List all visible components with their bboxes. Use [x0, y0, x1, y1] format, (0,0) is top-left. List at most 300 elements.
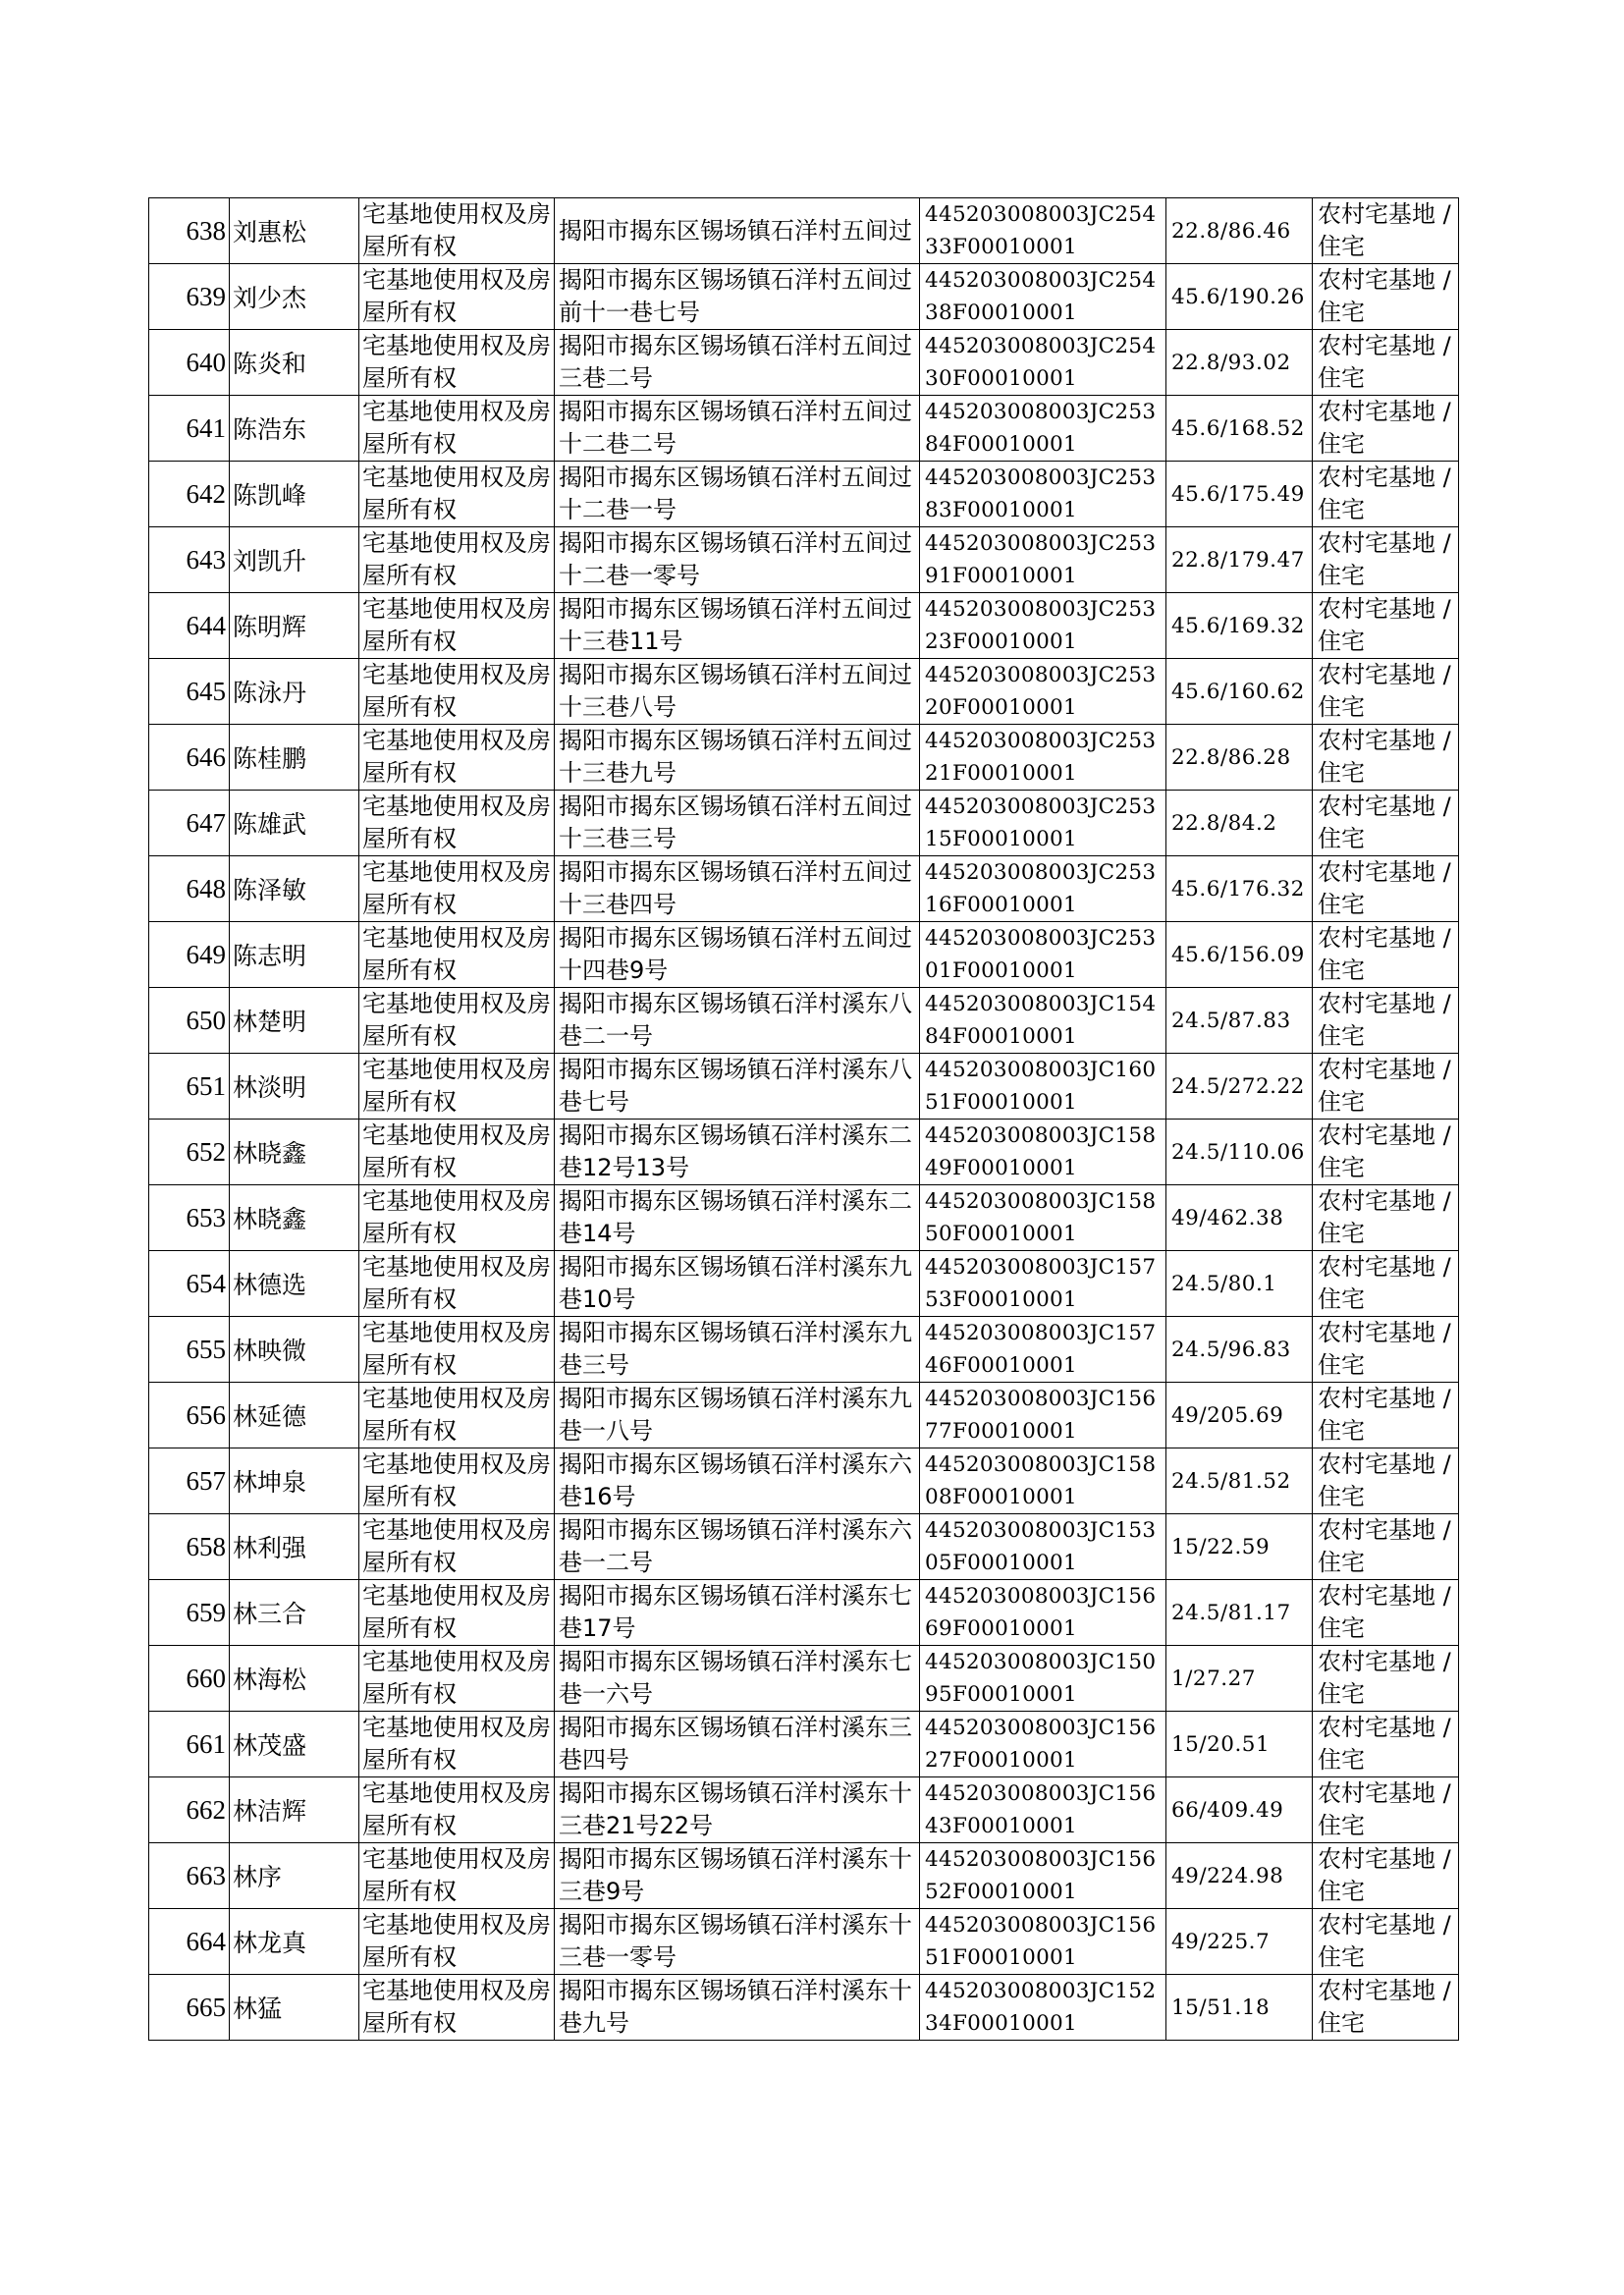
address-text: 揭阳市揭东区锡场镇石洋村溪东十三巷一零号 — [559, 1911, 912, 1971]
unit-code-text: 445203008003JC15677F00010001 — [925, 1387, 1157, 1444]
right-type-text: 宅基地使用权及房屋所有权 — [362, 1648, 551, 1708]
right-type-text: 宅基地使用权及房屋所有权 — [362, 1977, 551, 2037]
unit-code-text: 445203008003JC25438F00010001 — [925, 268, 1157, 325]
right-type-text: 宅基地使用权及房屋所有权 — [362, 266, 551, 326]
area-text: 49/224.98 — [1171, 1863, 1284, 1888]
address-text: 揭阳市揭东区锡场镇石洋村五间过十二巷二号 — [559, 398, 912, 458]
owner-name-cell — [230, 1712, 359, 1777]
area-text: 49/205.69 — [1171, 1402, 1284, 1428]
row-number-cell — [149, 1646, 230, 1712]
land-use-cell — [1313, 1909, 1459, 1975]
right-type-text: 宅基地使用权及房屋所有权 — [362, 464, 551, 523]
property-registry-table — [148, 197, 1459, 2041]
area-text: 22.8/86.46 — [1171, 218, 1291, 244]
owner-name-text: 林楚明 — [233, 1008, 307, 1036]
owner-name-text: 林晓鑫 — [233, 1205, 307, 1233]
owner-name-text: 陈凯峰 — [233, 481, 307, 510]
area-cell — [1166, 462, 1313, 527]
table-row — [149, 791, 1459, 856]
owner-name-text: 林猛 — [233, 1994, 283, 2023]
right-type-cell — [359, 593, 555, 659]
owner-name-cell — [230, 1383, 359, 1448]
land-use-text: 农村宅基地 / 住宅 — [1318, 1911, 1451, 1971]
row-number-cell — [149, 1054, 230, 1120]
unit-code-cell — [920, 1383, 1166, 1448]
right-type-cell — [359, 1580, 555, 1646]
row-number-text: 640 — [186, 347, 226, 377]
right-type-text: 宅基地使用权及房屋所有权 — [362, 1121, 551, 1181]
area-cell — [1166, 1843, 1313, 1909]
owner-name-cell — [230, 1580, 359, 1646]
table-row — [149, 725, 1459, 791]
right-type-text: 宅基地使用权及房屋所有权 — [362, 1714, 551, 1774]
row-number-cell — [149, 396, 230, 462]
land-use-text: 农村宅基地 / 住宅 — [1318, 595, 1451, 655]
table-row — [149, 1514, 1459, 1580]
address-cell — [555, 659, 920, 725]
land-use-text: 农村宅基地 / 住宅 — [1318, 1648, 1451, 1708]
unit-code-cell — [920, 1185, 1166, 1251]
unit-code-text: 445203008003JC15652F00010001 — [925, 1847, 1157, 1904]
address-cell — [555, 725, 920, 791]
unit-code-text: 445203008003JC15095F00010001 — [925, 1650, 1157, 1707]
land-use-cell — [1313, 988, 1459, 1054]
row-number-text: 661 — [186, 1728, 226, 1759]
address-text: 揭阳市揭东区锡场镇石洋村溪东八巷七号 — [559, 1056, 912, 1116]
right-type-cell — [359, 988, 555, 1054]
land-use-cell — [1313, 659, 1459, 725]
address-text: 揭阳市揭东区锡场镇石洋村五间过 — [559, 216, 912, 245]
area-text: 24.5/80.1 — [1171, 1271, 1277, 1296]
area-text: 24.5/110.06 — [1171, 1139, 1305, 1165]
owner-name-cell — [230, 330, 359, 396]
area-text: 66/409.49 — [1171, 1797, 1284, 1823]
owner-name-cell — [230, 856, 359, 922]
unit-code-cell — [920, 198, 1166, 264]
area-text: 24.5/81.52 — [1171, 1468, 1291, 1494]
row-number-cell — [149, 1185, 230, 1251]
right-type-text: 宅基地使用权及房屋所有权 — [362, 792, 551, 852]
area-text: 45.6/175.49 — [1171, 481, 1305, 507]
land-use-cell — [1313, 725, 1459, 791]
right-type-text: 宅基地使用权及房屋所有权 — [362, 1516, 551, 1576]
row-number-text: 649 — [186, 939, 226, 969]
area-cell — [1166, 1909, 1313, 1975]
land-use-text: 农村宅基地 / 住宅 — [1318, 464, 1451, 523]
row-number-cell — [149, 1120, 230, 1185]
right-type-cell — [359, 659, 555, 725]
unit-code-text: 445203008003JC25316F00010001 — [925, 860, 1157, 917]
owner-name-text: 陈泽敏 — [233, 876, 307, 904]
owner-name-text: 林三合 — [233, 1600, 307, 1628]
right-type-cell — [359, 791, 555, 856]
unit-code-text: 445203008003JC15669F00010001 — [925, 1584, 1157, 1641]
address-cell — [555, 1120, 920, 1185]
unit-code-text: 445203008003JC25320F00010001 — [925, 663, 1157, 720]
table-row — [149, 330, 1459, 396]
unit-code-text: 445203008003JC16051F00010001 — [925, 1058, 1157, 1115]
land-use-cell — [1313, 1580, 1459, 1646]
unit-code-cell — [920, 1120, 1166, 1185]
row-number-cell — [149, 725, 230, 791]
land-use-text: 农村宅基地 / 住宅 — [1318, 924, 1451, 984]
row-number-text: 657 — [186, 1465, 226, 1496]
address-cell — [555, 1251, 920, 1317]
unit-code-cell — [920, 330, 1166, 396]
land-use-text: 农村宅基地 / 住宅 — [1318, 858, 1451, 918]
unit-code-text: 445203008003JC25383F00010001 — [925, 465, 1157, 522]
right-type-cell — [359, 1909, 555, 1975]
table-row — [149, 1580, 1459, 1646]
land-use-cell — [1313, 791, 1459, 856]
unit-code-cell — [920, 396, 1166, 462]
land-use-text: 农村宅基地 / 住宅 — [1318, 727, 1451, 787]
area-text: 49/462.38 — [1171, 1205, 1284, 1230]
address-text: 揭阳市揭东区锡场镇石洋村五间过十三巷11号 — [559, 595, 912, 655]
area-text: 45.6/168.52 — [1171, 415, 1305, 441]
right-type-cell — [359, 1383, 555, 1448]
land-use-cell — [1313, 1975, 1459, 2041]
address-cell — [555, 922, 920, 988]
row-number-text: 658 — [186, 1531, 226, 1561]
owner-name-text: 林利强 — [233, 1534, 307, 1562]
table-row — [149, 396, 1459, 462]
table-row — [149, 922, 1459, 988]
land-use-cell — [1313, 1646, 1459, 1712]
land-use-cell — [1313, 527, 1459, 593]
land-use-text: 农村宅基地 / 住宅 — [1318, 398, 1451, 458]
unit-code-text: 445203008003JC25321F00010001 — [925, 729, 1157, 786]
area-text: 45.6/176.32 — [1171, 876, 1305, 902]
owner-name-cell — [230, 462, 359, 527]
table-row — [149, 264, 1459, 330]
owner-name-cell — [230, 198, 359, 264]
right-type-cell — [359, 1054, 555, 1120]
row-number-cell — [149, 593, 230, 659]
land-use-cell — [1313, 1317, 1459, 1383]
unit-code-cell — [920, 264, 1166, 330]
address-cell — [555, 1777, 920, 1843]
owner-name-text: 陈明辉 — [233, 613, 307, 641]
right-type-text: 宅基地使用权及房屋所有权 — [362, 398, 551, 458]
unit-code-text: 445203008003JC15305F00010001 — [925, 1518, 1157, 1575]
table-row — [149, 1975, 1459, 2041]
row-number-text: 664 — [186, 1926, 226, 1956]
row-number-text: 654 — [186, 1268, 226, 1298]
row-number-text: 662 — [186, 1794, 226, 1825]
land-use-text: 农村宅基地 / 住宅 — [1318, 990, 1451, 1050]
owner-name-text: 林德选 — [233, 1271, 307, 1299]
area-cell — [1166, 988, 1313, 1054]
right-type-text: 宅基地使用权及房屋所有权 — [362, 1845, 551, 1905]
land-use-cell — [1313, 1448, 1459, 1514]
address-text: 揭阳市揭东区锡场镇石洋村溪东九巷10号 — [559, 1253, 912, 1313]
area-cell — [1166, 1185, 1313, 1251]
address-cell — [555, 1646, 920, 1712]
area-cell — [1166, 856, 1313, 922]
land-use-text: 农村宅基地 / 住宅 — [1318, 1977, 1451, 2037]
row-number-cell — [149, 1580, 230, 1646]
row-number-cell — [149, 659, 230, 725]
address-cell — [555, 856, 920, 922]
right-type-text: 宅基地使用权及房屋所有权 — [362, 1385, 551, 1445]
row-number-cell — [149, 988, 230, 1054]
area-cell — [1166, 791, 1313, 856]
unit-code-text: 445203008003JC15651F00010001 — [925, 1913, 1157, 1970]
area-cell — [1166, 1580, 1313, 1646]
land-use-cell — [1313, 856, 1459, 922]
land-use-cell — [1313, 1514, 1459, 1580]
land-use-text: 农村宅基地 / 住宅 — [1318, 1056, 1451, 1116]
owner-name-text: 林映微 — [233, 1337, 307, 1365]
owner-name-cell — [230, 922, 359, 988]
row-number-text: 653 — [186, 1202, 226, 1232]
owner-name-text: 陈炎和 — [233, 350, 307, 378]
owner-name-text: 陈桂鹏 — [233, 744, 307, 773]
right-type-text: 宅基地使用权及房屋所有权 — [362, 1056, 551, 1116]
area-cell — [1166, 264, 1313, 330]
land-use-cell — [1313, 198, 1459, 264]
row-number-cell — [149, 1448, 230, 1514]
owner-name-text: 林坤泉 — [233, 1468, 307, 1497]
owner-name-text: 林龙真 — [233, 1929, 307, 1957]
owner-name-text: 陈雄武 — [233, 810, 307, 839]
row-number-cell — [149, 527, 230, 593]
row-number-cell — [149, 1712, 230, 1777]
table-row — [149, 198, 1459, 264]
row-number-cell — [149, 856, 230, 922]
row-number-cell — [149, 198, 230, 264]
row-number-cell — [149, 1975, 230, 2041]
owner-name-cell — [230, 1909, 359, 1975]
right-type-cell — [359, 1646, 555, 1712]
land-use-text: 农村宅基地 / 住宅 — [1318, 792, 1451, 852]
land-use-cell — [1313, 330, 1459, 396]
unit-code-text: 445203008003JC15627F00010001 — [925, 1716, 1157, 1773]
land-use-cell — [1313, 1777, 1459, 1843]
owner-name-cell — [230, 659, 359, 725]
land-use-text: 农村宅基地 / 住宅 — [1318, 1385, 1451, 1445]
table-row — [149, 1120, 1459, 1185]
table-row — [149, 856, 1459, 922]
area-text: 22.8/179.47 — [1171, 547, 1305, 573]
address-text: 揭阳市揭东区锡场镇石洋村五间过前十一巷七号 — [559, 266, 912, 326]
row-number-text: 643 — [186, 544, 226, 574]
land-use-text: 农村宅基地 / 住宅 — [1318, 1253, 1451, 1313]
row-number-cell — [149, 1909, 230, 1975]
unit-code-cell — [920, 1712, 1166, 1777]
owner-name-text: 林茂盛 — [233, 1731, 307, 1760]
area-text: 45.6/156.09 — [1171, 942, 1305, 967]
owner-name-cell — [230, 1777, 359, 1843]
right-type-cell — [359, 330, 555, 396]
area-cell — [1166, 593, 1313, 659]
row-number-cell — [149, 1777, 230, 1843]
unit-code-text: 445203008003JC25430F00010001 — [925, 334, 1157, 391]
area-cell — [1166, 1317, 1313, 1383]
table-row — [149, 593, 1459, 659]
right-type-cell — [359, 856, 555, 922]
table-row — [149, 1251, 1459, 1317]
area-cell — [1166, 1054, 1313, 1120]
address-cell — [555, 1317, 920, 1383]
land-use-text: 农村宅基地 / 住宅 — [1318, 1187, 1451, 1247]
table-body — [149, 198, 1459, 2041]
row-number-text: 651 — [186, 1070, 226, 1101]
unit-code-text: 445203008003JC25391F00010001 — [925, 531, 1157, 588]
right-type-cell — [359, 1448, 555, 1514]
right-type-cell — [359, 1185, 555, 1251]
right-type-text: 宅基地使用权及房屋所有权 — [362, 200, 551, 260]
unit-code-cell — [920, 1317, 1166, 1383]
owner-name-cell — [230, 1514, 359, 1580]
owner-name-cell — [230, 791, 359, 856]
owner-name-text: 林延德 — [233, 1402, 307, 1431]
area-cell — [1166, 659, 1313, 725]
unit-code-cell — [920, 527, 1166, 593]
right-type-cell — [359, 527, 555, 593]
unit-code-text: 445203008003JC25323F00010001 — [925, 597, 1157, 654]
right-type-text: 宅基地使用权及房屋所有权 — [362, 1253, 551, 1313]
area-cell — [1166, 1251, 1313, 1317]
owner-name-text: 刘少杰 — [233, 284, 307, 312]
right-type-cell — [359, 1120, 555, 1185]
right-type-cell — [359, 725, 555, 791]
land-use-text: 农村宅基地 / 住宅 — [1318, 529, 1451, 589]
right-type-text: 宅基地使用权及房屋所有权 — [362, 1450, 551, 1510]
area-text: 24.5/272.22 — [1171, 1073, 1305, 1099]
owner-name-text: 陈志明 — [233, 942, 307, 970]
address-cell — [555, 198, 920, 264]
right-type-text: 宅基地使用权及房屋所有权 — [362, 1187, 551, 1247]
row-number-cell — [149, 1251, 230, 1317]
row-number-text: 650 — [186, 1005, 226, 1035]
address-text: 揭阳市揭东区锡场镇石洋村溪东七巷17号 — [559, 1582, 912, 1642]
address-text: 揭阳市揭东区锡场镇石洋村溪东三巷四号 — [559, 1714, 912, 1774]
address-text: 揭阳市揭东区锡场镇石洋村溪东九巷三号 — [559, 1319, 912, 1379]
owner-name-cell — [230, 264, 359, 330]
land-use-text: 农村宅基地 / 住宅 — [1318, 266, 1451, 326]
owner-name-cell — [230, 1448, 359, 1514]
unit-code-text: 445203008003JC25433F00010001 — [925, 202, 1157, 259]
area-cell — [1166, 1646, 1313, 1712]
area-cell — [1166, 330, 1313, 396]
row-number-text: 647 — [186, 807, 226, 838]
address-text: 揭阳市揭东区锡场镇石洋村溪东七巷一六号 — [559, 1648, 912, 1708]
address-text: 揭阳市揭东区锡场镇石洋村五间过十三巷四号 — [559, 858, 912, 918]
row-number-text: 638 — [186, 215, 226, 246]
land-use-cell — [1313, 1251, 1459, 1317]
table-row — [149, 1843, 1459, 1909]
address-text: 揭阳市揭东区锡场镇石洋村五间过十二巷一零号 — [559, 529, 912, 589]
owner-name-cell — [230, 1317, 359, 1383]
right-type-cell — [359, 1843, 555, 1909]
table-row — [149, 1448, 1459, 1514]
address-cell — [555, 462, 920, 527]
area-text: 15/20.51 — [1171, 1731, 1271, 1757]
address-text: 揭阳市揭东区锡场镇石洋村五间过十三巷八号 — [559, 661, 912, 721]
address-text: 揭阳市揭东区锡场镇石洋村五间过十二巷一号 — [559, 464, 912, 523]
unit-code-text: 445203008003JC15484F00010001 — [925, 992, 1157, 1049]
table-row — [149, 1054, 1459, 1120]
unit-code-text: 445203008003JC25384F00010001 — [925, 400, 1157, 457]
unit-code-text: 445203008003JC25301F00010001 — [925, 926, 1157, 983]
unit-code-cell — [920, 1909, 1166, 1975]
area-cell — [1166, 527, 1313, 593]
address-cell — [555, 1712, 920, 1777]
area-text: 45.6/169.32 — [1171, 613, 1305, 638]
land-use-text: 农村宅基地 / 住宅 — [1318, 661, 1451, 721]
area-text: 22.8/86.28 — [1171, 744, 1291, 770]
land-use-cell — [1313, 1843, 1459, 1909]
right-type-text: 宅基地使用权及房屋所有权 — [362, 1319, 551, 1379]
row-number-text: 660 — [186, 1663, 226, 1693]
unit-code-text: 445203008003JC15753F00010001 — [925, 1255, 1157, 1312]
address-cell — [555, 1448, 920, 1514]
land-use-cell — [1313, 593, 1459, 659]
row-number-cell — [149, 1383, 230, 1448]
area-text: 24.5/81.17 — [1171, 1600, 1291, 1625]
address-text: 揭阳市揭东区锡场镇石洋村溪东十巷九号 — [559, 1977, 912, 2037]
owner-name-cell — [230, 1185, 359, 1251]
owner-name-text: 刘凯升 — [233, 547, 307, 575]
area-text: 45.6/190.26 — [1171, 284, 1305, 309]
right-type-cell — [359, 1777, 555, 1843]
owner-name-cell — [230, 593, 359, 659]
area-text: 45.6/160.62 — [1171, 679, 1305, 704]
address-cell — [555, 1843, 920, 1909]
address-cell — [555, 1975, 920, 2041]
unit-code-text: 445203008003JC15808F00010001 — [925, 1452, 1157, 1509]
address-cell — [555, 1383, 920, 1448]
address-cell — [555, 1909, 920, 1975]
land-use-text: 农村宅基地 / 住宅 — [1318, 1582, 1451, 1642]
right-type-cell — [359, 1975, 555, 2041]
row-number-cell — [149, 922, 230, 988]
address-text: 揭阳市揭东区锡场镇石洋村溪东二巷12号13号 — [559, 1121, 912, 1181]
address-cell — [555, 527, 920, 593]
owner-name-cell — [230, 1054, 359, 1120]
unit-code-cell — [920, 988, 1166, 1054]
area-text: 24.5/96.83 — [1171, 1337, 1291, 1362]
right-type-text: 宅基地使用权及房屋所有权 — [362, 727, 551, 787]
right-type-text: 宅基地使用权及房屋所有权 — [362, 990, 551, 1050]
row-number-text: 646 — [186, 741, 226, 772]
land-use-cell — [1313, 1383, 1459, 1448]
land-use-text: 农村宅基地 / 住宅 — [1318, 1516, 1451, 1576]
address-cell — [555, 988, 920, 1054]
area-cell — [1166, 1448, 1313, 1514]
unit-code-cell — [920, 1251, 1166, 1317]
land-use-cell — [1313, 1712, 1459, 1777]
unit-code-text: 445203008003JC15643F00010001 — [925, 1781, 1157, 1838]
land-use-text: 农村宅基地 / 住宅 — [1318, 1779, 1451, 1839]
table-row — [149, 1909, 1459, 1975]
row-number-text: 663 — [186, 1860, 226, 1890]
area-text: 1/27.27 — [1171, 1666, 1256, 1691]
row-number-cell — [149, 1514, 230, 1580]
owner-name-cell — [230, 1120, 359, 1185]
right-type-cell — [359, 396, 555, 462]
address-text: 揭阳市揭东区锡场镇石洋村五间过三巷二号 — [559, 332, 912, 392]
row-number-cell — [149, 1317, 230, 1383]
area-text: 15/22.59 — [1171, 1534, 1271, 1559]
address-text: 揭阳市揭东区锡场镇石洋村溪东二巷14号 — [559, 1187, 912, 1247]
row-number-text: 641 — [186, 412, 226, 443]
row-number-cell — [149, 330, 230, 396]
table-row — [149, 988, 1459, 1054]
owner-name-text: 陈浩东 — [233, 415, 307, 444]
